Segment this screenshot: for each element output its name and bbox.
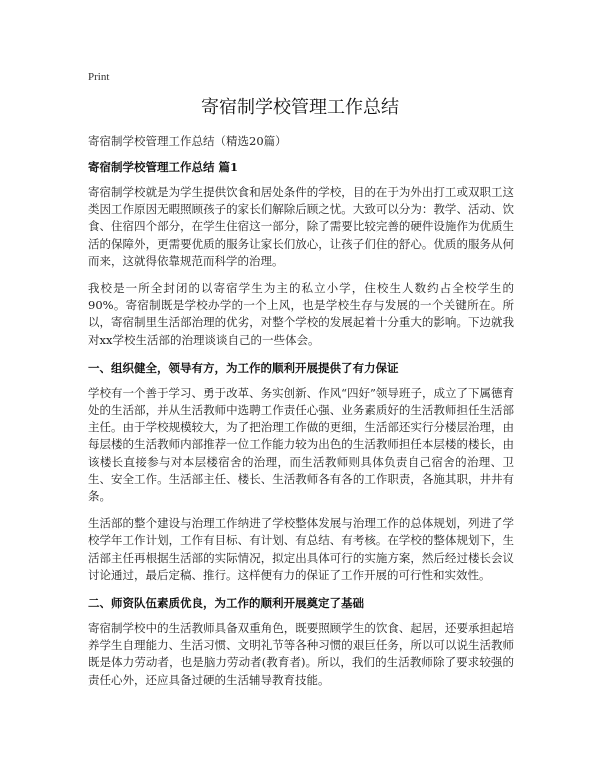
heading-staff-quality: 二、师资队伍素质优良，为工作的顺利开展奠定了基础 — [88, 596, 364, 611]
document-body — [88, 132, 514, 699]
paragraph-3: 学校有一个善于学习、勇于改革、务实创新、作风“四好”领导班子，成立了下属德育处的生活部，并从生活教师中选聘工作责任心强、业务素质好的生活教师担任生活部主任。由于学校规模较大，为了把治理工作做的更细，生活部还实行分楼层治理，由每层楼的生活教师内部推荐一位工作能力较为出色的生活教师担任本层楼的楼长，由该楼长直接参与对本层楼宿舍的治理，而生活教师则具体负责自己宿舍的治理、卫生、安全工作。生活部主任、楼长、生活教师各有各的工作职责，各施其职，井井有条。 — [88, 385, 514, 504]
section-title: 寄宿制学校管理工作总结 篇1 — [88, 160, 239, 174]
paragraph-1: 寄宿制学校就是为学生提供饮食和居处条件的学校，目的在于为外出打工或双职工这类因工作原因无暇照顾孩子的家长们解除后顾之忧。大致可以分为：教学、活动、饮食、住宿四个部分，在学生住宿这一部分，除了需要比较完善的硬件设施作为优质生活的保障外，更需要优质的服务让家长们放心，让孩子们住的舒心。优质的服务从何而来，这就得依靠规范而科学的治理。 — [88, 185, 514, 268]
print-label[interactable]: Print — [88, 71, 110, 83]
document-subtitle: 寄宿制学校管理工作总结（精选20篇） — [88, 134, 287, 148]
heading-organization: 一、组织健全，领导有方，为工作的顺利开展提供了有力保证 — [88, 360, 399, 375]
paragraph-4: 生活部的整个建设与治理工作纳进了学校整体发展与治理工作的总体规划，列进了学校学年工作计划，工作有目标、有计划、有总结、有考核。在学校的整体规划下，生活部主任再根据生活部的实际情况，拟定出具体可行的实施方案，然后经过楼长会议讨论通过，最后定稿、推行。这样便有力的保证了工作开展的可行性和实效性。 — [88, 516, 514, 582]
paragraph-5: 寄宿制学校中的生活教师具备双重角色，既要照顾学生的饮食、起居，还要承担起培养学生自理能力、生活习惯、文明礼节等各种习惯的艰巨任务，所以可以说生活教师既是体力劳动者，也是脑力劳动者(教育者)。所以，我们的生活教师除了要求较强的责任心外，还应具备过硬的生活辅导教育技能。 — [88, 621, 514, 687]
document-title: 寄宿制学校管理工作总结 — [201, 97, 399, 118]
paragraph-2: 我校是一所全封闭的以寄宿学生为主的私立小学，住校生人数约占全校学生的90%。寄宿制既是学校办学的一个上风，也是学校生存与发展的一个关键所在。所以，寄宿制里生活部治理的优劣，对整个学校的发展起着十分重大的影响。下边就我对xx学校生活部的治理谈谈自己的一些体会。 — [88, 281, 514, 347]
